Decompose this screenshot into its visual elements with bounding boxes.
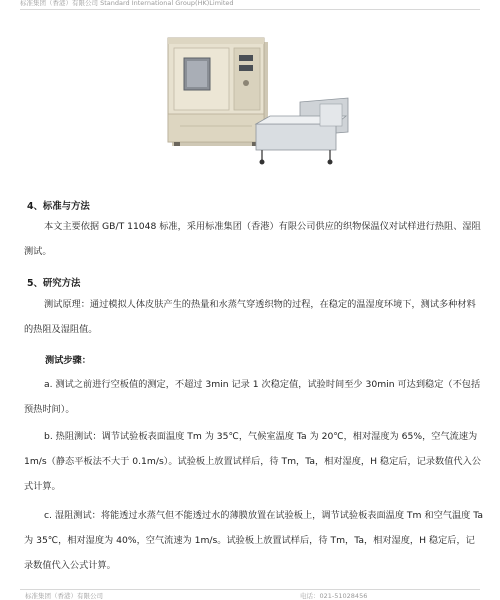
section-4-title: 4、标准与方法 xyxy=(27,201,90,212)
test-step-a: a. 测试之前进行空板值的测定，不超过 3min 记录 1 次稳定值，试验时间至少 30min 可达到稳定（不包括预热时间）。 xyxy=(24,379,481,415)
test-step-b: b. 热阻测试：调节试验板表面温度 Tm 为 35℃，气候室温度 Ta 为 20℃，相对湿度为 65%，空气流速为 1m/s（静态平板法不大于 0.1m/s）。试验板上放置试样后，待 Tm，Ta，相对湿度，H 稳定后，记录数值代入公式计算。 xyxy=(24,431,481,492)
footer-divider xyxy=(20,589,480,590)
test-steps-label: 测试步骤： xyxy=(45,355,91,366)
test-step-c: c. 湿阻测试：将能透过水蒸气但不能透过水的薄膜放置在试验板上，调节试验板表面温度 Tm 和空气温度 Ta 为 35℃，相对湿度为 40%，空气流速为 1m/s。试验板上放置试样后，待 Tm，Ta，相对湿度，H 稳定后，记录数值代入公式计算。 xyxy=(24,510,483,571)
header-company: 标准集团（香港）有限公司 Standard International Group(HK)Limited xyxy=(20,0,234,7)
header-divider xyxy=(20,9,480,10)
footer-company: 标准集团（香港）有限公司 xyxy=(25,592,103,600)
equipment-photo xyxy=(160,28,350,168)
section-4-body: 本文主要依据 GB/T 11048 标准，采用标准集团（香港）有限公司供应的织物保温仪对试样进行热阻、湿阻测试。 xyxy=(24,221,481,257)
footer-phone: 电话：021-51028456 xyxy=(300,592,368,600)
test-principle: 测试原理：通过模拟人体皮肤产生的热量和水蒸气穿透织物的过程，在稳定的温湿度环境下，测试多种材料的热阻及湿阻值。 xyxy=(24,299,476,335)
section-5-title: 5、研究方法 xyxy=(27,278,81,289)
